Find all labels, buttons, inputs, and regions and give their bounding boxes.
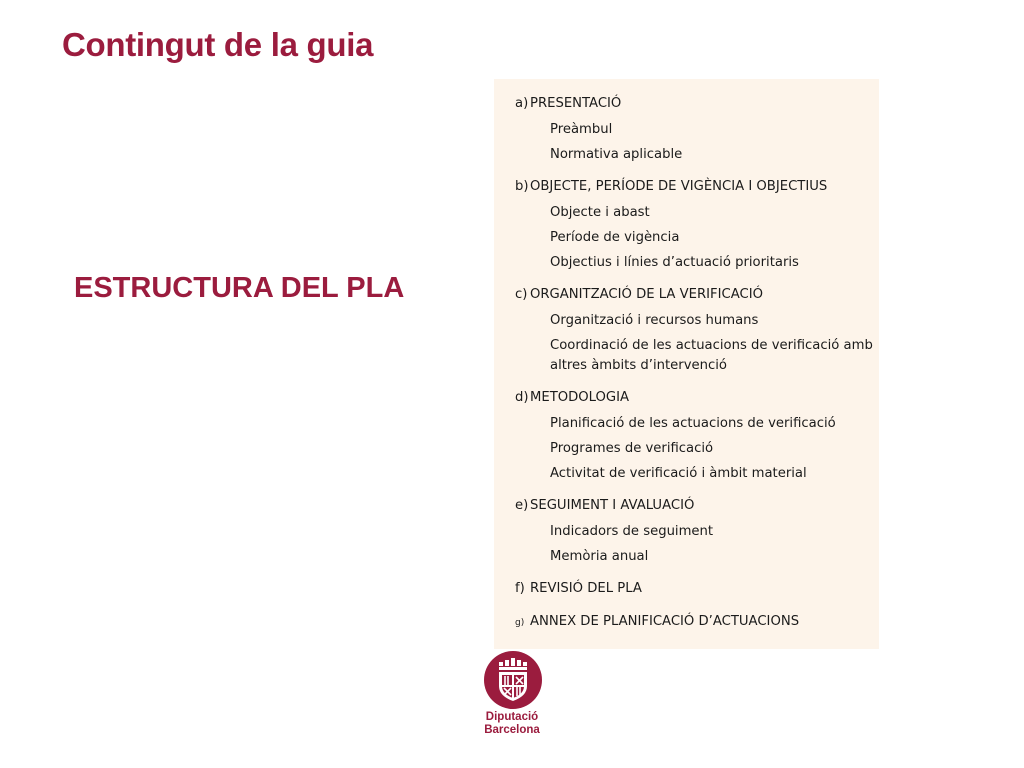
- toc-item: Memòria anual: [550, 549, 649, 564]
- toc-section-a: [515, 96, 621, 111]
- toc-item: Planificació de les actuacions de verificació: [550, 416, 836, 431]
- toc-item: Organització i recursos humans: [550, 313, 759, 328]
- toc-section-b: [515, 179, 827, 194]
- toc-section-d: [515, 390, 629, 405]
- logo-text: [467, 711, 557, 736]
- toc-marker: d): [515, 390, 529, 405]
- toc-section-label: OBJECTE, PERÍODE DE VIGÈNCIA I OBJECTIUS: [530, 179, 828, 194]
- toc-marker: f): [515, 581, 525, 596]
- logo-line-1: Diputació: [485, 711, 539, 723]
- toc-marker: e): [515, 498, 529, 513]
- toc-item: Objecte i abast: [550, 205, 650, 220]
- toc-item: Període de vigència: [550, 230, 680, 245]
- toc-marker: a): [515, 96, 529, 111]
- toc-section-label: REVISIÓ DEL PLA: [530, 581, 642, 596]
- page-title: Contingut de la guia: [62, 26, 374, 63]
- toc-item: Indicadors de seguiment: [550, 524, 714, 539]
- logo-line-2: Barcelona: [484, 723, 540, 736]
- toc-marker: b): [515, 179, 529, 194]
- diputacio-barcelona-crest-icon: [483, 650, 543, 710]
- toc-item: Preàmbul: [550, 122, 613, 137]
- toc-item: Programes de verificació: [550, 441, 714, 456]
- toc-item: Normativa aplicable: [550, 147, 683, 162]
- toc-section-label: ORGANITZACIÓ DE LA VERIFICACIÓ: [530, 287, 763, 302]
- toc-section-label: SEGUIMENT I AVALUACIÓ: [530, 498, 695, 513]
- toc-section-label: ANNEX DE PLANIFICACIÓ D’ACTUACIONS: [530, 614, 800, 629]
- toc-marker: g): [515, 618, 525, 628]
- toc-marker: c): [515, 287, 528, 302]
- section-title: ESTRUCTURA DEL PLA: [74, 272, 405, 304]
- toc-section-f: [515, 581, 642, 596]
- toc-section-label: METODOLOGIA: [530, 390, 630, 405]
- toc-section-label: PRESENTACIÓ: [530, 96, 622, 111]
- toc-section-g: [515, 614, 799, 629]
- toc-section-e: [515, 498, 694, 513]
- toc-section-c: [515, 287, 763, 302]
- toc-item: Activitat de verificació i àmbit material: [550, 466, 807, 481]
- toc-item: Coordinació de les actuacions de verificació amb altres àmbits d’intervenció: [550, 338, 873, 373]
- toc-item: Objectius i línies d’actuació prioritaris: [550, 255, 799, 270]
